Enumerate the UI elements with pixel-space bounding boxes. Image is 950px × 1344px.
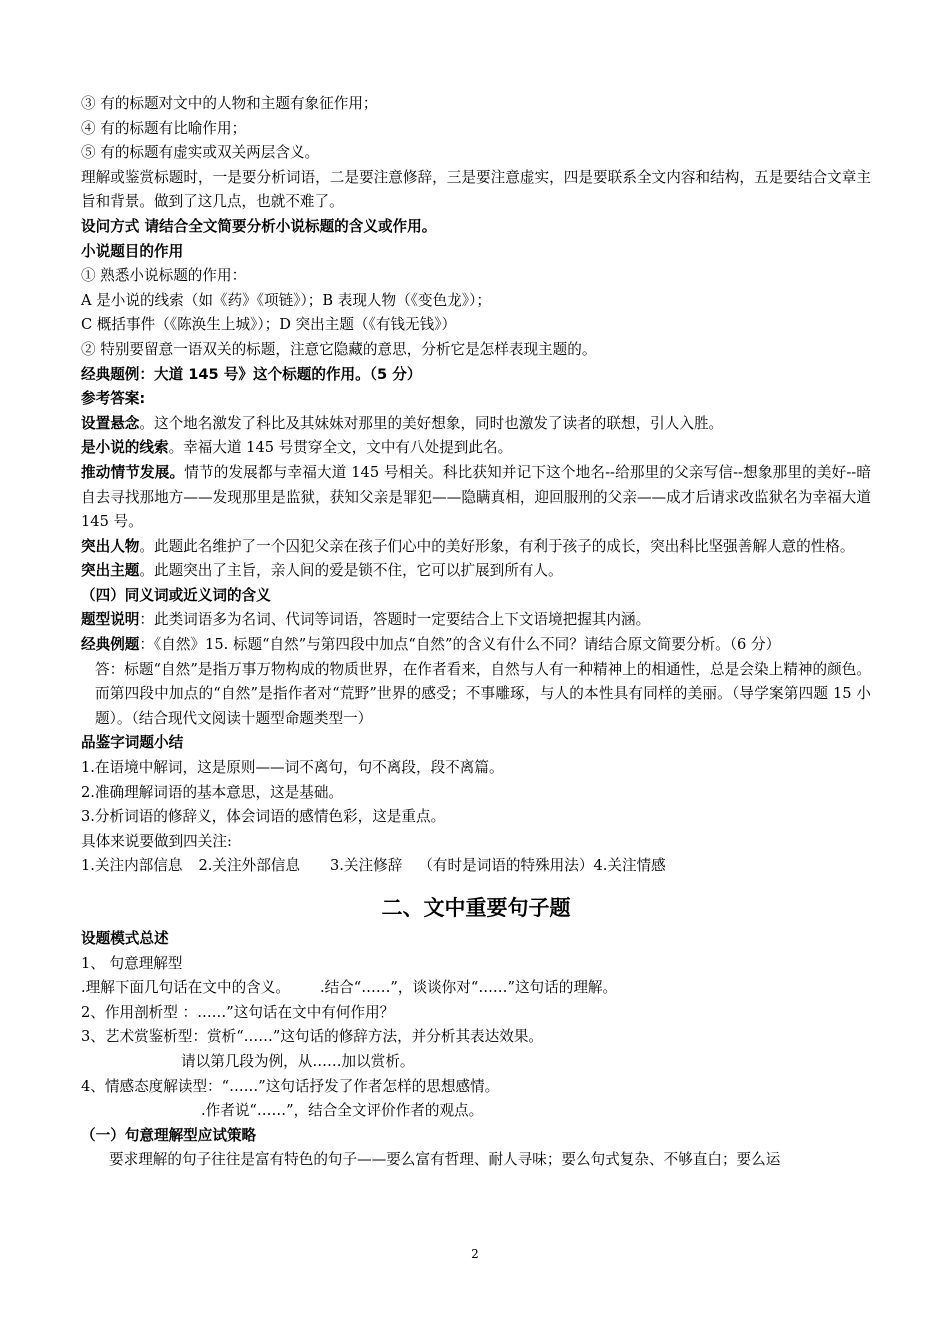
paragraph: 要求理解的句子往往是富有特色的句子——要么富有哲理、耐人寻味；要么句式复杂、不够直白；要么运 (109, 1151, 781, 1169)
section-title: （四）同义词或近义词的含义 (81, 586, 271, 604)
answer-point-title: 推动情节发展。 (81, 463, 185, 481)
answer-point (81, 412, 871, 437)
subheading: 品鉴字词题小结 (81, 734, 184, 752)
text-line: ④ 有的标题有比喻作用； (81, 119, 247, 137)
section-heading: 二、文中重要句子题 (381, 896, 571, 920)
focus-item: 1.关注内部信息 (81, 857, 183, 875)
answer-point-title: 设置悬念 (81, 414, 140, 432)
text-line: C 概括事件（《陈涣生上城》）；D 突出主题（《有钱无钱》） (81, 316, 457, 334)
text-line: ⑤ 有的标题有虚实或双关两层含义。 (81, 144, 320, 162)
text-line: 4、情感态度解读型：“……”这句话抒发了作者怎样的思想感情。 (81, 1077, 500, 1095)
question-format: 设问方式 请结合全文简要分析小说标题的含义或作用。 (81, 217, 437, 235)
example-question: 经典题例：大道 145 号》这个标题的作用。（5 分） (81, 365, 422, 383)
example-question (81, 633, 871, 658)
answer-point (81, 436, 871, 461)
type-description-label: 题型说明 (81, 611, 140, 629)
focus-item: 3.关注修辞 (330, 857, 403, 875)
text-line: ② 特别要留意一语双关的标题，注意它隐藏的意思，分析它是怎样表现主题的。 (81, 340, 597, 358)
answer-point-text: 。此题此名维护了一个囚犯父亲在孩子们心中的美好形象，有利于孩子的成长，突出科比坚强善解人意的性格。 (139, 537, 855, 555)
page-body (81, 92, 871, 1173)
question-form: .结合“……”，谈谈你对“……”这句话的理解。 (319, 979, 618, 997)
text-line: 3.分析词语的修辞义，体会词语的感情色彩，这是重点。 (81, 808, 446, 826)
text-line: 1、 句意理解型 (81, 954, 183, 972)
subheading: 设题模式总述 (81, 930, 169, 947)
question-form: .理解下面几句话在文中的含义。 (81, 979, 290, 997)
text-line: A 是小说的线索（如《药》《项链》）；B 表现人物（《变色龙》）； (81, 291, 491, 309)
answer-point (81, 535, 871, 560)
answer-point-text: 。此题突出了主旨，亲人间的爱是锁不住，它可以扩展到所有人。 (139, 562, 563, 580)
focus-item: 2.关注外部信息 (198, 857, 300, 875)
answer-point-text: 情节的发展都与幸福大道 145 号相关。科比获知并记下这个地名--给那里的父亲写信--想象那里的美好--暗自去寻找那地方——发现那里是监狱，获知父亲是罪犯——隐瞒真相，迎回服刑的父亲——成才后请求改监狱名为幸福大道 145 号。 (81, 463, 871, 531)
example-answer: 答：标题“自然”是指万事万物构成的物质世界，在作者看来，自然与人有一种精神上的相通性，总是会染上精神的颜色。而第四段中加点的“自然”是指作者对“荒野”世界的感受；不事雕琢，与人的本性具有同样的美丽。（导学案第四题 15 小题）。（结合现代文阅读十题型命题类型一） (95, 660, 871, 727)
text-line: 具体来说要做到四关注: (81, 832, 232, 850)
answer-point-title: 突出人物 (81, 537, 140, 555)
subheading: 小说题目的作用 (81, 242, 184, 260)
answer-point-title: 突出主题 (81, 562, 140, 580)
example-question-label: 经典例题 (81, 636, 140, 654)
section-title: （一）句意理解型应试策略 (81, 1126, 257, 1144)
text-line: ③ 有的标题对文中的人物和主题有象征作用； (81, 95, 378, 112)
page-number: 2 (471, 1247, 479, 1261)
answer-point (81, 559, 871, 584)
text-line: 3、艺术赏鉴析型：赏析“……”这句话的修辞方法，并分析其表达效果。 (81, 1028, 544, 1046)
answer-point-title: 是小说的线索 (81, 439, 169, 457)
answer-point-text: 。幸福大道 145 号贯穿全文，文中有八处提到此名。 (168, 439, 513, 457)
text-line: .作者说“……”，结合全文评价作者的观点。 (201, 1102, 484, 1120)
focus-item: （有时是词语的特殊用法）4.关注情感 (418, 857, 666, 875)
text-line: 2、作用剖析型 ：……”这句话在文中有何作用？ (81, 1003, 395, 1021)
type-description-text: ：此类词语多为名词、代词等词语，答题时一定要结合上下文语境把握其内涵。 (139, 611, 651, 629)
text-line: 1.在语境中解词，这是原则——词不离句，句不离段，段不离篇。 (81, 759, 504, 777)
answer-point-text: 。这个地名激发了科比及其妹妹对那里的美好想象，同时也激发了读者的联想，引人入胜。 (139, 414, 724, 432)
text-line (81, 976, 871, 1001)
reference-answer-label: 参考答案: (81, 390, 146, 408)
focus-list (81, 854, 871, 879)
text-line: 请以第几段为例，从……加以赏析。 (181, 1052, 415, 1070)
paragraph: 理解或鉴赏标题时，一是要分析词语，二是要注意修辞，三是要注意虚实，四是要联系全文内容和结构，五是要结合文章主旨和背景。做到了这几点，也就不难了。 (81, 168, 871, 211)
answer-point (81, 461, 871, 535)
example-question-text: ：《自然》15. 标题“自然”与第四段中加点“自然”的含义有什么不同？请结合原文简要分析。（6 分） (139, 636, 781, 654)
text-line: 2.准确理解词语的基本意思，这是基础。 (81, 783, 344, 801)
text-line: ① 熟悉小说标题的作用： (81, 267, 247, 285)
type-description (81, 608, 871, 633)
